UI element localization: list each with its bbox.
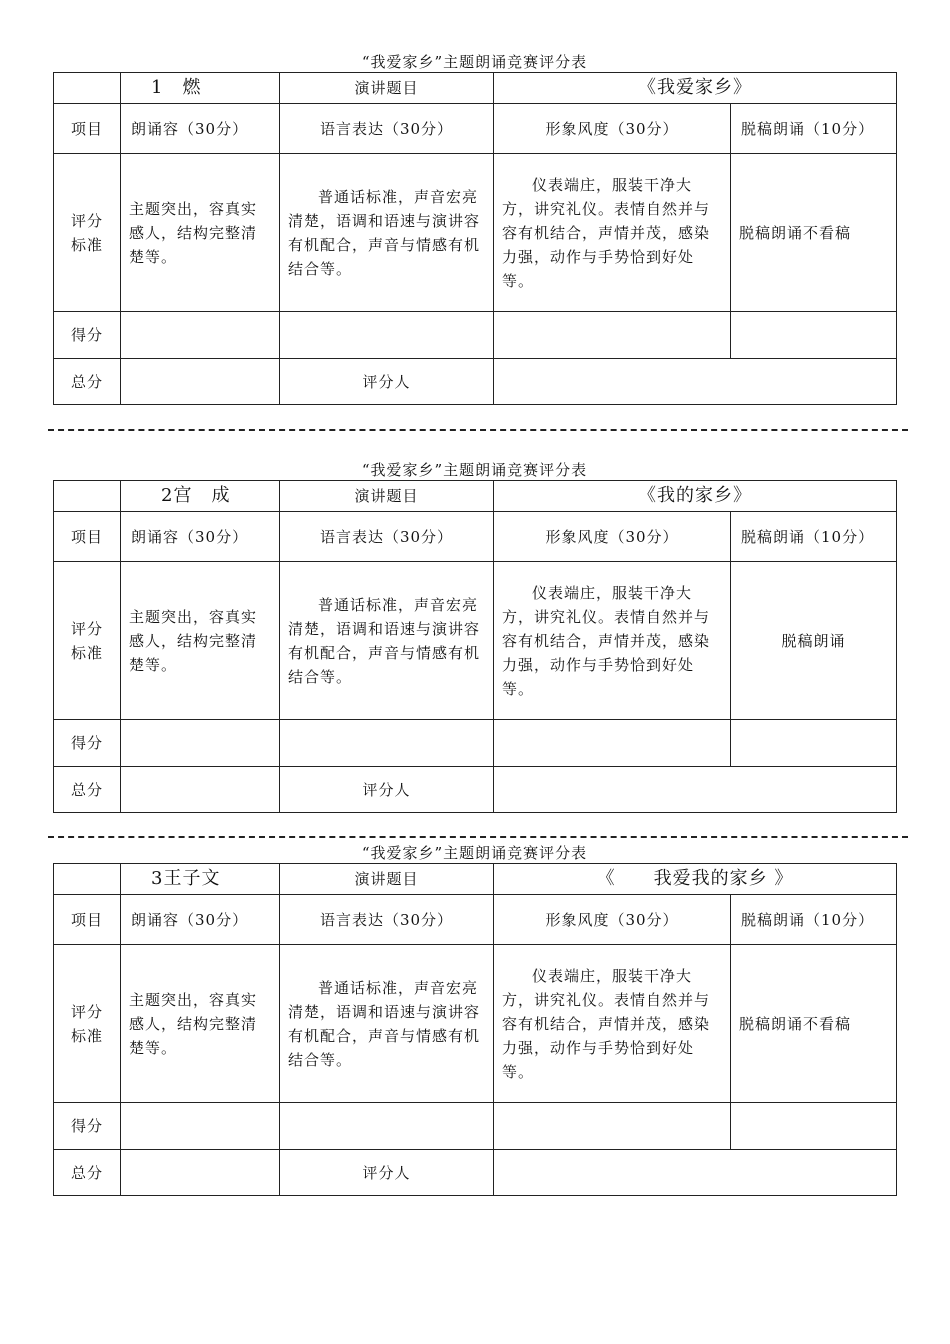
total-label: 总分 [54, 359, 121, 405]
total-label: 总分 [54, 767, 121, 813]
score-cell[interactable] [121, 312, 280, 359]
criteria-image: 仪表端庄，服装干净大方，讲究礼仪。表情自然并与容有机结合，声情并茂，感染力强，动作与手势恰到好处等。 [494, 945, 731, 1103]
speech-topic-label: 演讲题目 [280, 73, 494, 104]
criteria-offscript: 脱稿朗诵 [731, 562, 897, 720]
column-offscript: 脱稿朗诵（10分） [731, 512, 897, 562]
column-content: 朗诵容（30分） [121, 104, 280, 154]
sheet-title: “我爱家乡”主题朗诵竞赛评分表 [361, 844, 588, 862]
score-cell[interactable] [494, 720, 731, 767]
score-cell[interactable] [494, 312, 731, 359]
score-label: 得分 [54, 312, 121, 359]
contestant-name: 3王子文 [121, 864, 280, 895]
item-label: 项目 [54, 104, 121, 154]
cut-line [48, 836, 908, 838]
item-label: 项目 [54, 512, 121, 562]
criteria-image: 仪表端庄，服装干净大方，讲究礼仪。表情自然并与容有机结合，声情并茂，感染力强，动作与手势恰到好处等。 [494, 562, 731, 720]
judge-label: 评分人 [280, 359, 494, 405]
contestant-name: 2宫 成 [121, 481, 280, 512]
score-sheet-1 [53, 52, 896, 405]
criteria-image: 仪表端庄，服装干净大方，讲究礼仪。表情自然并与容有机结合，声情并茂，感染力强，动作与手势恰到好处等。 [494, 154, 731, 312]
score-cell[interactable] [731, 1103, 897, 1150]
column-language: 语言表达（30分） [280, 512, 494, 562]
speech-topic-value: 《我的家乡》 [494, 481, 897, 512]
score-cell[interactable] [731, 720, 897, 767]
criteria-content: 主题突出，容真实感人，结构完整清楚等。 [121, 154, 280, 312]
contestant-name: 1 燃 [121, 73, 280, 104]
sheet-title: “我爱家乡”主题朗诵竞赛评分表 [361, 461, 588, 479]
score-label: 得分 [54, 1103, 121, 1150]
score-label: 得分 [54, 720, 121, 767]
judge-label: 评分人 [280, 1150, 494, 1196]
criteria-language: 普通话标准，声音宏亮清楚，语调和语速与演讲容有机配合，声音与情感有机结合等。 [280, 945, 494, 1103]
score-cell[interactable] [494, 1103, 731, 1150]
column-content: 朗诵容（30分） [121, 512, 280, 562]
criteria-label: 评分标准 [54, 562, 121, 720]
column-image: 形象风度（30分） [494, 895, 731, 945]
criteria-content: 主题突出，容真实感人，结构完整清楚等。 [121, 945, 280, 1103]
column-language: 语言表达（30分） [280, 895, 494, 945]
score-cell[interactable] [731, 312, 897, 359]
criteria-language: 普通话标准，声音宏亮清楚，语调和语速与演讲容有机配合，声音与情感有机结合等。 [280, 562, 494, 720]
score-cell[interactable] [280, 720, 494, 767]
score-table [53, 480, 897, 813]
score-sheet-2 [53, 460, 896, 813]
column-offscript: 脱稿朗诵（10分） [731, 895, 897, 945]
total-cell[interactable] [121, 359, 280, 405]
judge-cell[interactable] [494, 359, 897, 405]
column-offscript: 脱稿朗诵（10分） [731, 104, 897, 154]
total-label: 总分 [54, 1150, 121, 1196]
criteria-label: 评分标准 [54, 154, 121, 312]
total-cell[interactable] [121, 767, 280, 813]
column-language: 语言表达（30分） [280, 104, 494, 154]
sheet-title: “我爱家乡”主题朗诵竞赛评分表 [361, 53, 588, 71]
judge-cell[interactable] [494, 767, 897, 813]
item-label: 项目 [54, 895, 121, 945]
score-cell[interactable] [280, 1103, 494, 1150]
score-table [53, 863, 897, 1196]
total-cell[interactable] [121, 1150, 280, 1196]
column-image: 形象风度（30分） [494, 512, 731, 562]
criteria-label: 评分标准 [54, 945, 121, 1103]
speech-topic-label: 演讲题目 [280, 481, 494, 512]
score-sheet-3 [53, 843, 896, 1196]
criteria-language: 普通话标准，声音宏亮清楚，语调和语速与演讲容有机配合，声音与情感有机结合等。 [280, 154, 494, 312]
column-content: 朗诵容（30分） [121, 895, 280, 945]
score-table [53, 72, 897, 405]
speech-topic-value: 《我爱家乡》 [494, 73, 897, 104]
judge-label: 评分人 [280, 767, 494, 813]
score-cell[interactable] [121, 720, 280, 767]
score-cell[interactable] [280, 312, 494, 359]
score-cell[interactable] [121, 1103, 280, 1150]
judge-cell[interactable] [494, 1150, 897, 1196]
column-image: 形象风度（30分） [494, 104, 731, 154]
criteria-offscript: 脱稿朗诵不看稿 [731, 154, 897, 312]
cut-line [48, 429, 908, 431]
speech-topic-label: 演讲题目 [280, 864, 494, 895]
criteria-content: 主题突出，容真实感人，结构完整清楚等。 [121, 562, 280, 720]
criteria-offscript: 脱稿朗诵不看稿 [731, 945, 897, 1103]
speech-topic-value: 《 我爱我的家乡 》 [494, 864, 897, 895]
